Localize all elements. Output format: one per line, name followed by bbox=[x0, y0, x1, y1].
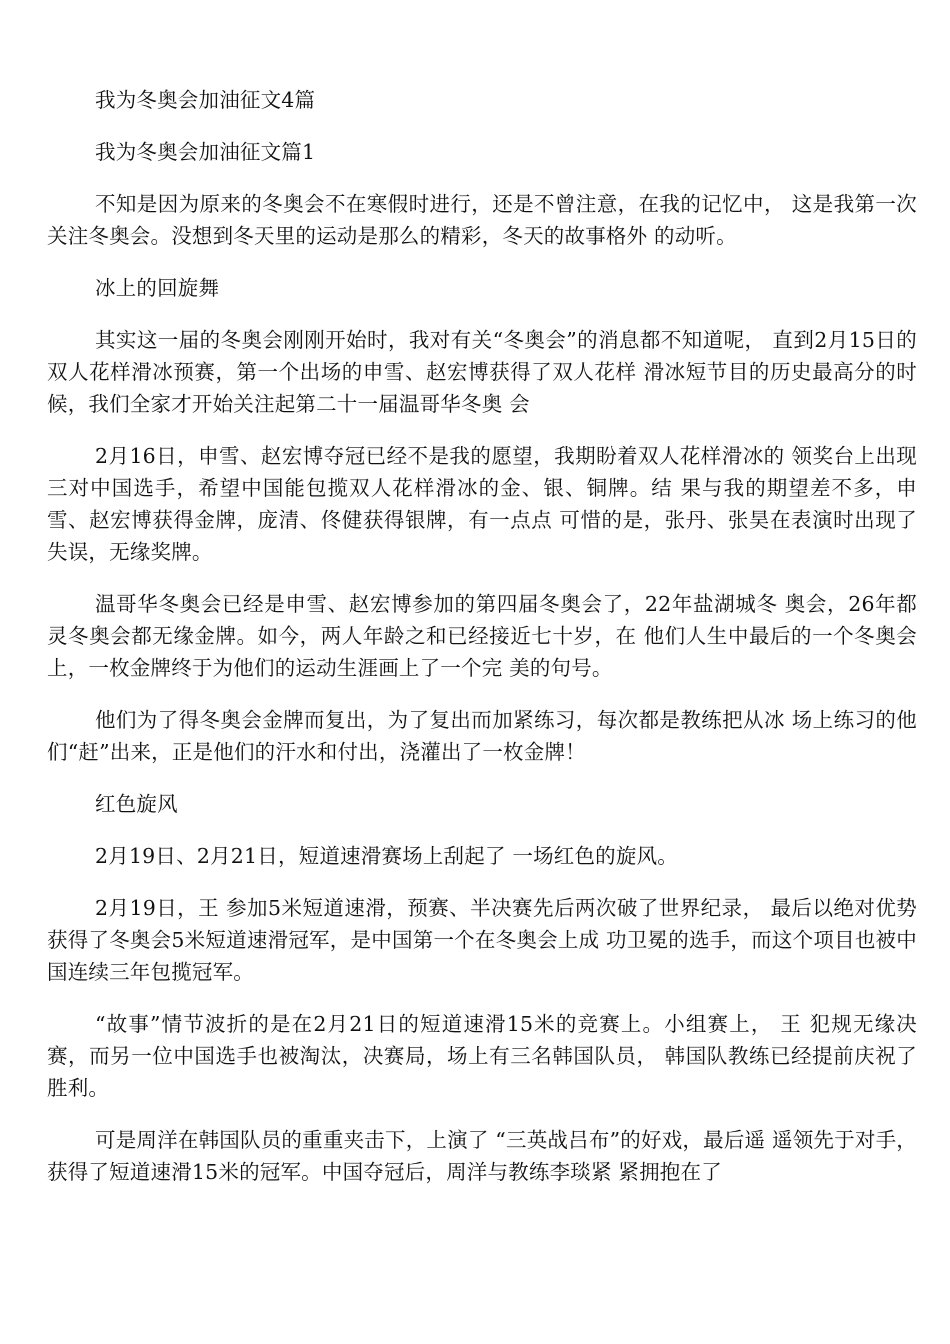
paragraph-feb-19: 2月19日，王 参加5米短道速滑，预赛、半决赛先后两次破了世界纪录， 最后以绝对优势获得了冬奥会5米短道速滑冠军，是中国第一个在冬奥会上成 功卫冕的选手，而这个项目也被中国连续三年包揽冠军。 bbox=[47, 896, 917, 984]
paragraph-fourth-olympics: 温哥华冬奥会已经是申雪、赵宏博参加的第四届冬奥会了，22年盐湖城冬 奥会，26年都灵冬奥会都无缘金牌。如今，两人年龄之和已经接近七十岁，在 他们人生中最后的一个冬奥会上，一枚金牌终于为他们的运动生涯画上了一个完 美的句号。 bbox=[47, 592, 917, 680]
paragraph-feb-21-story: “故事”情节波折的是在2月21日的短道速滑15米的竞赛上。小组赛上， 王 犯规无缘决赛，而另一位中国选手也被淘汰，决赛局，场上有三名韩国队员， 韩国队教练已经提前庆祝了胜利。 bbox=[47, 1012, 917, 1100]
document-page bbox=[47, 84, 917, 1208]
paragraph-feb-16: 2月16日，申雪、赵宏博夺冠已经不是我的愿望，我期盼着双人花样滑冰的 领奖台上出现三对中国选手，希望中国能包揽双人花样滑冰的金、银、铜牌。结 果与我的期望差不多，申雪、赵宏博获得金牌，庞清、佟健获得银牌，有一点点 可惜的是，张丹、张昊在表演时出现了失误，无缘奖牌。 bbox=[47, 444, 917, 564]
paragraph-intro: 不知是因为原来的冬奥会不在寒假时进行，还是不曾注意，在我的记忆中， 这是我第一次关注冬奥会。没想到冬天里的运动是那么的精彩，冬天的故事格外 的动听。 bbox=[47, 192, 917, 248]
paragraph-comeback: 他们为了得冬奥会金牌而复出，为了复出而加紧练习，每次都是教练把从冰 场上练习的他们“赶”出来，正是他们的汗水和付出，浇灌出了一枚金牌！ bbox=[47, 708, 917, 764]
section-heading-red-whirlwind: 红色旋风 bbox=[95, 792, 178, 816]
paragraph-short-track-dates: 2月19日、2月21日，短道速滑赛场上刮起了 一场红色的旋风。 bbox=[95, 844, 678, 868]
section-heading-ice-dance: 冰上的回旋舞 bbox=[95, 276, 220, 300]
paragraph-pairs-skating-start: 其实这一届的冬奥会刚刚开始时，我对有关“冬奥会”的消息都不知道呢， 直到2月15日的双人花样滑冰预赛，第一个出场的申雪、赵宏博获得了双人花样 滑冰短节目的历史最高分的时候，我们全家才开始关注起第二十一届温哥华冬奥 会 bbox=[47, 328, 917, 416]
document-title: 我为冬奥会加油征文4篇 bbox=[95, 88, 316, 112]
paragraph-zhou-yang: 可是周洋在韩国队员的重重夹击下，上演了 “三英战吕布”的好戏，最后遥 遥领先于对手，获得了短道速滑15米的冠军。中国夺冠后，周洋与教练李琰紧 紧拥抱在了 bbox=[47, 1128, 917, 1184]
document-subtitle: 我为冬奥会加油征文篇1 bbox=[95, 140, 316, 164]
